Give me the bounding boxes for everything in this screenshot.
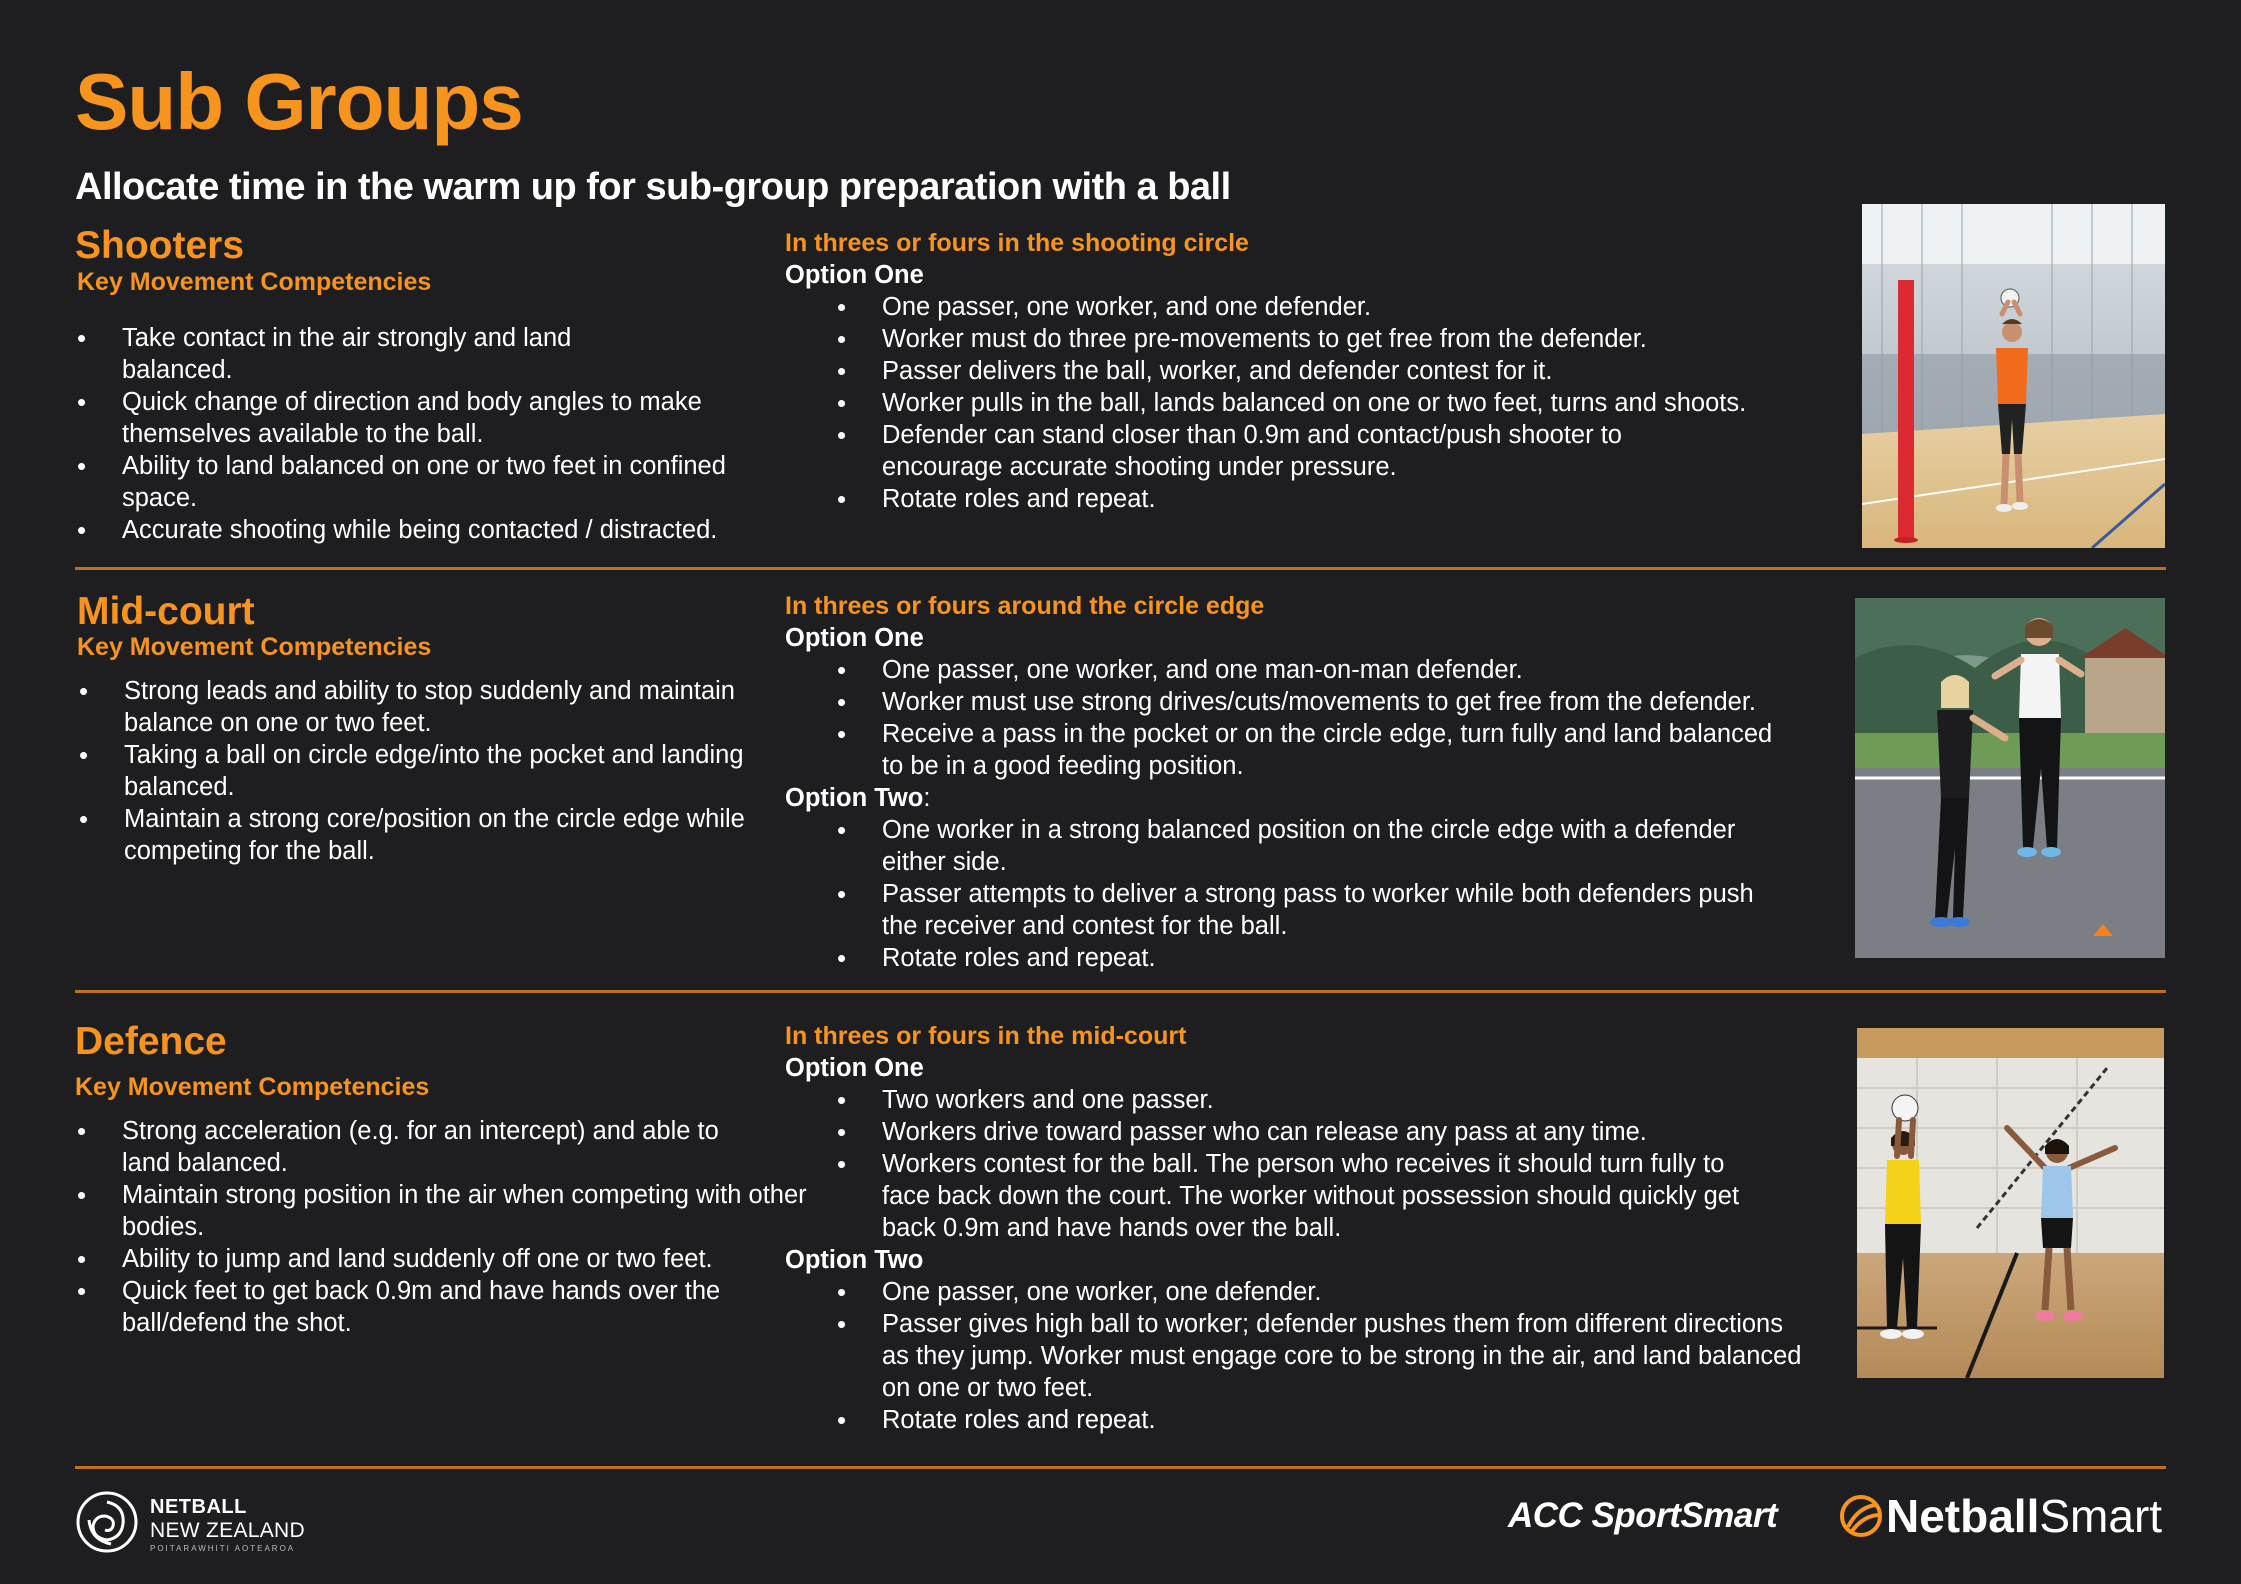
option-label-colon: : [923, 784, 931, 812]
option-label: Option Two [785, 1246, 924, 1274]
netballsmart-ball-icon [1838, 1493, 1884, 1539]
list-item: • Strong leads and ability to stop suddenly and maintain balance on one or two feet. [77, 675, 814, 739]
option-label: Option One [785, 1054, 924, 1082]
section-divider [75, 990, 2166, 993]
list-item: • Ability to land balanced on one or two feet in confined space. [75, 450, 802, 514]
list-item: • Receive a pass in the pocket or on the circle edge, turn fully and land balanced to be in a good feeding position. [785, 718, 1792, 782]
defence-competencies [75, 1115, 807, 1339]
list-item: • Worker must do three pre-movements to get free from the defender. [785, 323, 1825, 355]
section-title-midcourt: Mid-court [77, 590, 255, 633]
list-item: • Two workers and one passer. [785, 1084, 1805, 1116]
option-label: Option One [785, 624, 924, 652]
list-item: • Taking a ball on circle edge/into the pocket and landing balanced. [77, 739, 814, 803]
netball-nz-wordmark [150, 1497, 305, 1553]
acc-sportsmart-logo: ACC SportSmart [1508, 1496, 1778, 1535]
drill-heading: In threes or fours in the mid-court [785, 1022, 1187, 1050]
nz-line-1: NETBALL [150, 1496, 247, 1518]
list-item: • Quick change of direction and body angles to make themselves available to the ball. [75, 386, 742, 450]
list-item: • One passer, one worker, and one defender. [785, 291, 1825, 323]
shooter-photo [1862, 204, 2165, 548]
section-title-defence: Defence [75, 1020, 227, 1063]
list-item: • Workers contest for the ball. The person who receives it should turn fully to face back down the court. The worker without possession should quickly get back 0.9m and have hands over the ball. [785, 1148, 1772, 1244]
drill-list [785, 814, 1795, 974]
drill-list [785, 1084, 1805, 1244]
list-item: • Rotate roles and repeat. [785, 942, 1795, 974]
option-label [785, 782, 1795, 814]
list-item: • One passer, one worker, one defender. [785, 1276, 1805, 1308]
list-item: • Defender can stand closer than 0.9m and contact/push shooter to encourage accurate shooting under pressure. [785, 419, 1742, 483]
page-title: Sub Groups [75, 57, 523, 146]
defence-drill [785, 1020, 1805, 1436]
list-item: • Passer attempts to deliver a strong pass to worker while both defenders push the receiver and contest for the ball. [785, 878, 1792, 942]
list-item: • One worker in a strong balanced position on the circle edge with a defender either side. [785, 814, 1782, 878]
section-subtitle-defence: Key Movement Competencies [75, 1073, 430, 1101]
midcourt-drill [785, 590, 1795, 974]
list-item: • Worker must use strong drives/cuts/movements to get free from the defender. [785, 686, 1795, 718]
list-item: • Worker pulls in the ball, lands balanced on one or two feet, turns and shoots. [785, 387, 1825, 419]
drill-heading: In threes or fours in the shooting circle [785, 229, 1249, 257]
nz-line-2: NEW ZEALAND [150, 1519, 305, 1542]
drill-list [785, 291, 1825, 515]
netballsmart-logo [1838, 1489, 2162, 1543]
list-item: • Ability to jump and land suddenly off one or two feet. [75, 1243, 765, 1275]
list-item: • Maintain a strong core/position on the circle edge while competing for the ball. [77, 803, 814, 867]
list-item: • Maintain strong position in the air when competing with other bodies. [75, 1179, 812, 1243]
section-subtitle-shooters: Key Movement Competencies [77, 268, 432, 296]
list-item: • Rotate roles and repeat. [785, 1404, 1805, 1436]
shooters-drill [785, 227, 1825, 515]
nz-line-3: POITARAWHITI AOTEAROA [150, 1544, 296, 1553]
page-subtitle: Allocate time in the warm up for sub-group preparation with a ball [75, 166, 1231, 208]
shooters-heading [75, 226, 244, 265]
list-item: • One passer, one worker, and one man-on-man defender. [785, 654, 1795, 686]
drill-heading: In threes or fours around the circle edge [785, 592, 1265, 620]
netballsmart-bold: Netball [1886, 1490, 2040, 1542]
midcourt-competencies [77, 675, 767, 867]
defence-photo [1857, 1028, 2164, 1378]
netball-nz-logo-icon [75, 1490, 139, 1559]
option-label-text: Option Two [785, 784, 924, 812]
list-item: • Strong acceleration (e.g. for an intercept) and able to land balanced. [75, 1115, 772, 1179]
list-item: • Passer gives high ball to worker; defender pushes them from different directions as they jump. Worker must engage core to be strong in the air, and land balanced on one or two feet. [785, 1308, 1807, 1404]
section-divider [75, 567, 2166, 570]
list-item: • Rotate roles and repeat. [785, 483, 1825, 515]
netballsmart-regular: Smart [2039, 1490, 2163, 1542]
list-item: • Workers drive toward passer who can release any pass at any time. [785, 1116, 1805, 1148]
drill-list [785, 654, 1795, 782]
footer-divider [75, 1466, 2166, 1469]
list-item: • Accurate shooting while being contacted / distracted. [75, 514, 765, 546]
list-item: • Take contact in the air strongly and land balanced. [75, 322, 642, 386]
drill-list [785, 1276, 1805, 1436]
option-label: Option One [785, 261, 924, 289]
section-title-shooters: Shooters [75, 224, 245, 267]
list-item: • Quick feet to get back 0.9m and have hands over the ball/defend the shot. [75, 1275, 772, 1339]
section-subtitle-midcourt: Key Movement Competencies [77, 633, 432, 661]
midcourt-photo [1855, 598, 2165, 958]
shooters-competencies [75, 322, 765, 546]
list-item: • Passer delivers the ball, worker, and defender contest for it. [785, 355, 1825, 387]
